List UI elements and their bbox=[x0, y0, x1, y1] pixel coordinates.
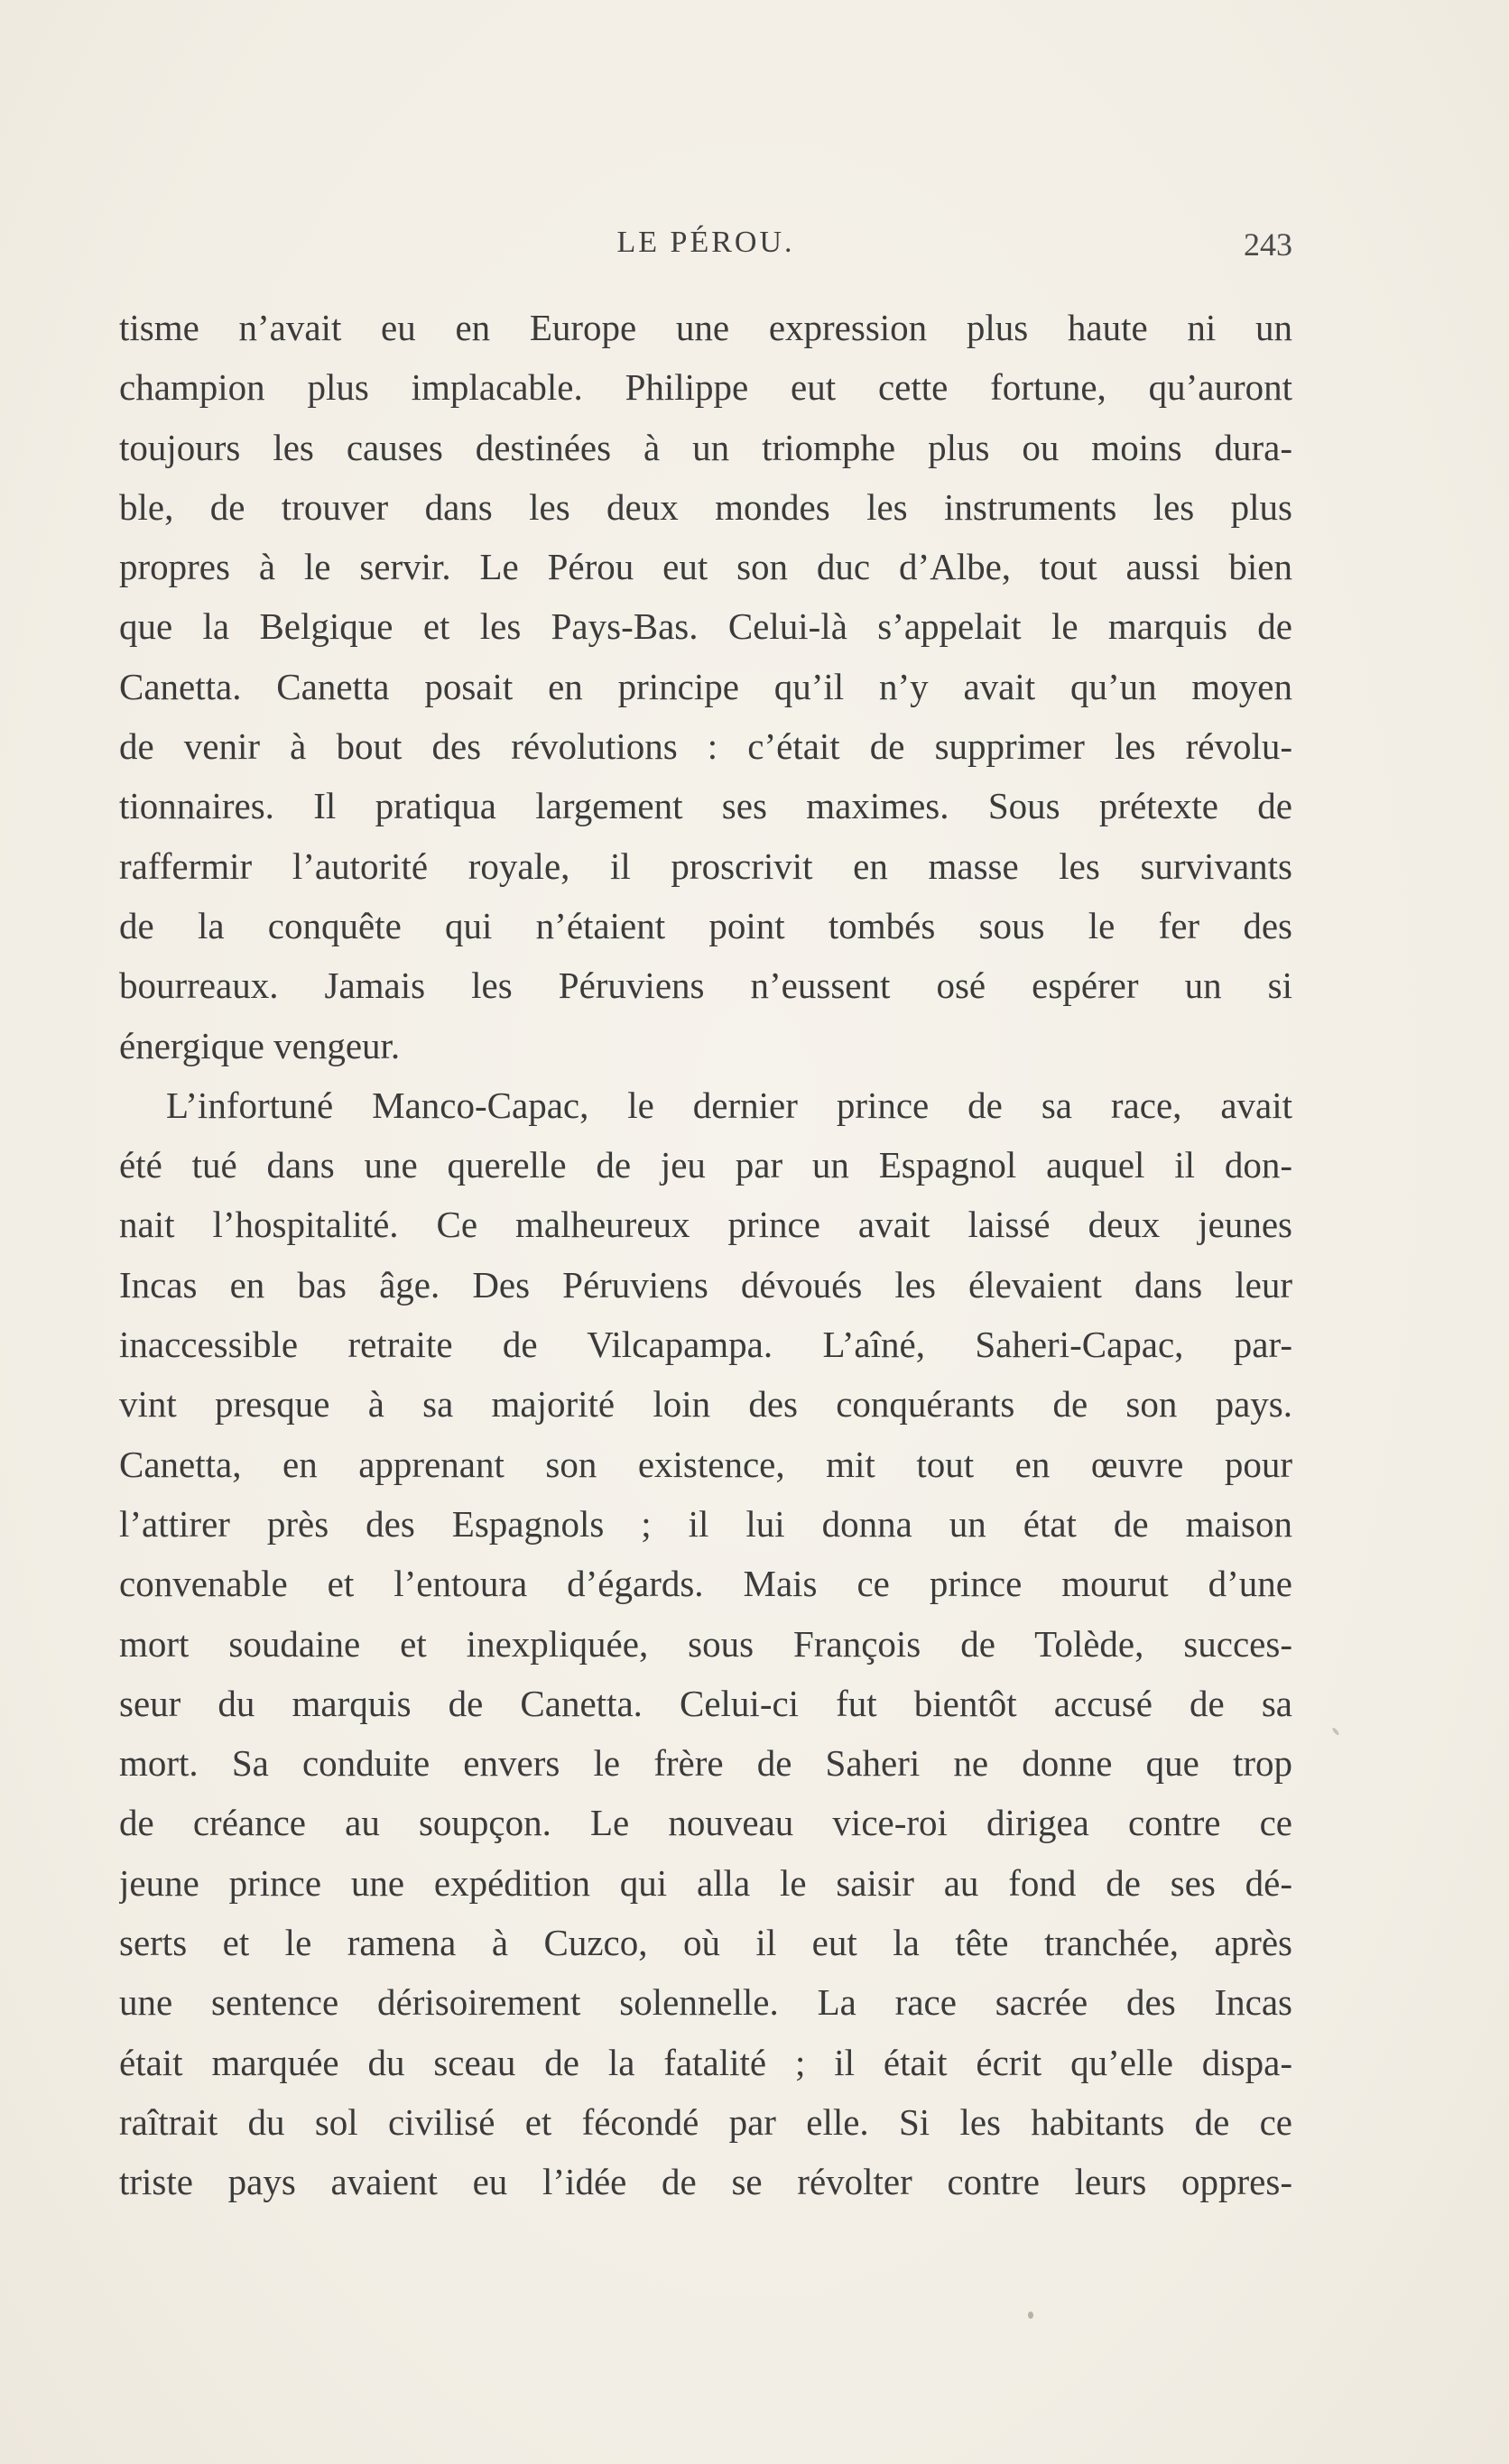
text-line: raffermir l’autorité royale, il proscrivit en masse les survivants bbox=[119, 844, 1292, 887]
text-line: une sentence dérisoirement solennelle. La race sacrée des Incas bbox=[119, 1981, 1292, 2024]
paper-speck bbox=[1028, 2312, 1033, 2319]
text-line: de venir à bout des révolutions : c’était de supprimer les révolu- bbox=[119, 725, 1292, 768]
text-line: était marquée du sceau de la fatalité ; il était écrit qu’elle dispa- bbox=[119, 2041, 1292, 2083]
text-line: vint presque à sa majorité loin des conquérants de son pays. bbox=[119, 1383, 1292, 1426]
text-line: Canetta. Canetta posait en principe qu’il n’y avait qu’un moyen bbox=[119, 665, 1292, 707]
text-line: que la Belgique et les Pays-Bas. Celui-là s’appelait le marquis de bbox=[119, 605, 1292, 648]
text-line: ble, de trouver dans les deux mondes les instruments les plus bbox=[119, 485, 1292, 528]
text-line: raîtrait du sol civilisé et fécondé par elle. Si les habitants de ce bbox=[119, 2100, 1292, 2143]
text-line: bourreaux. Jamais les Péruviens n’eussent osé espérer un si bbox=[119, 964, 1292, 1007]
text-line: été tué dans une querelle de jeu par un Espagnol auquel il don- bbox=[119, 1144, 1292, 1186]
text-line: de créance au soupçon. Le nouveau vice-roi dirigea contre ce bbox=[119, 1802, 1292, 1844]
text-line: serts et le ramena à Cuzco, où il eut la tête tranchée, après bbox=[119, 1922, 1292, 1964]
text-line: jeune prince une expédition qui alla le saisir au fond de ses dé- bbox=[119, 1861, 1292, 1904]
paragraph-start-line: L’infortuné Manco-Capac, le dernier prince de sa race, avait bbox=[166, 1084, 1292, 1126]
text-line: inaccessible retraite de Vilcapampa. L’aîné, Saheri-Capac, par- bbox=[119, 1324, 1292, 1366]
text-line: Canetta, en apprenant son existence, mit tout en œuvre pour bbox=[119, 1443, 1292, 1485]
text-line: seur du marquis de Canetta. Celui-ci fut bientôt accusé de sa bbox=[119, 1682, 1292, 1724]
text-line: triste pays avaient eu l’idée de se révolter contre leurs oppres- bbox=[119, 2161, 1292, 2203]
text-line: propres à le servir. Le Pérou eut son duc d’Albe, tout aussi bien bbox=[119, 546, 1292, 588]
text-line: nait l’hospitalité. Ce malheureux prince avait laissé deux jeunes bbox=[119, 1204, 1292, 1246]
text-line: de la conquête qui n’étaient point tombés sous le fer des bbox=[119, 904, 1292, 946]
text-line: convenable et l’entoura d’égards. Mais ce prince mourut d’une bbox=[119, 1563, 1292, 1605]
paper-speck bbox=[1331, 1727, 1339, 1736]
text-line: Incas en bas âge. Des Péruviens dévoués les élevaient dans leur bbox=[119, 1263, 1292, 1306]
text-line: tionnaires. Il pratiqua largement ses maximes. Sous prétexte de bbox=[119, 785, 1292, 827]
text-line: champion plus implacable. Philippe eut cette fortune, qu’auront bbox=[119, 366, 1292, 409]
text-line: mort. Sa conduite envers le frère de Saheri ne donne que trop bbox=[119, 1742, 1292, 1785]
paragraph-end-line: énergique vengeur. bbox=[119, 1024, 401, 1066]
text-line: mort soudaine et inexpliquée, sous François de Tolède, succes- bbox=[119, 1622, 1292, 1665]
page-header bbox=[119, 226, 1292, 271]
text-line: toujours les causes destinées à un triomphe plus ou moins dura- bbox=[119, 426, 1292, 468]
running-title: LE PÉROU. bbox=[616, 226, 795, 259]
text-line: l’attirer près des Espagnols ; il lui donna un état de maison bbox=[119, 1502, 1292, 1545]
body-text bbox=[119, 298, 1292, 2212]
page-number: 243 bbox=[1244, 226, 1292, 263]
text-line: tisme n’avait eu en Europe une expression plus haute ni un bbox=[119, 307, 1292, 348]
